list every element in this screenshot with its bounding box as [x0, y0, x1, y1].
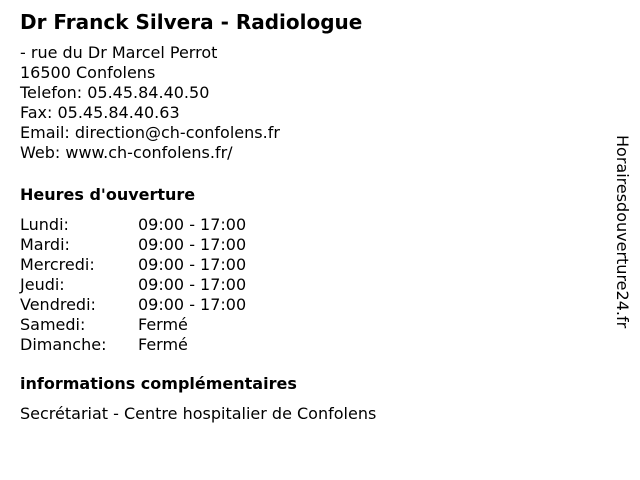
additional-information-text: Secrétariat - Centre hospitalier de Confolens: [20, 404, 377, 423]
hours-row-mardi: [20, 235, 600, 255]
hours-row-jeudi: [20, 275, 600, 295]
hours-time: Fermé: [138, 315, 188, 334]
hours-time: 09:00 - 17:00: [138, 275, 247, 294]
hours-day: Lundi:: [20, 215, 69, 234]
hours-row-mercredi: [20, 255, 600, 275]
hours-time: 09:00 - 17:00: [138, 295, 247, 314]
business-details: [20, 8, 600, 424]
additional-information-heading: informations complémentaires: [20, 374, 297, 393]
hours-time: 09:00 - 17:00: [138, 235, 247, 254]
hours-row-dimanche: [20, 335, 600, 355]
hours-time: 09:00 - 17:00: [138, 215, 247, 234]
email-address: Email: direction@ch-confolens.fr: [20, 123, 280, 142]
opening-hours-heading: Heures d'ouverture: [20, 185, 196, 204]
city-address: 16500 Confolens: [20, 63, 156, 82]
phone-number: Telefon: 05.45.84.40.50: [20, 83, 210, 102]
website-address: Web: www.ch-confolens.fr/: [20, 143, 233, 162]
hours-day: Mercredi:: [20, 255, 95, 274]
hours-time: 09:00 - 17:00: [138, 255, 247, 274]
hours-day: Jeudi:: [20, 275, 65, 294]
contact-block: [20, 43, 600, 163]
hours-day: Dimanche:: [20, 335, 107, 354]
hours-day: Mardi:: [20, 235, 70, 254]
site-watermark: Horairesdouverture24.fr: [613, 135, 632, 329]
hours-time: Fermé: [138, 335, 188, 354]
page-title: Dr Franck Silvera - Radiologue: [20, 10, 363, 34]
hours-day: Samedi:: [20, 315, 86, 334]
opening-hours-list: [20, 215, 600, 355]
hours-row-samedi: [20, 315, 600, 335]
fax-number: Fax: 05.45.84.40.63: [20, 103, 180, 122]
hours-day: Vendredi:: [20, 295, 96, 314]
street-address: - rue du Dr Marcel Perrot: [20, 43, 218, 62]
hours-row-vendredi: [20, 295, 600, 315]
hours-row-lundi: [20, 215, 600, 235]
